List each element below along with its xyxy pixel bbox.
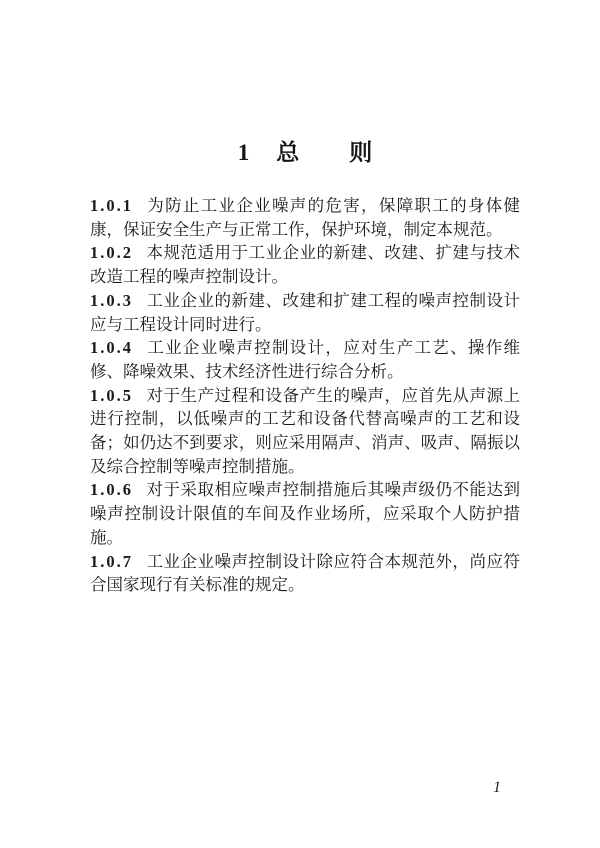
clause-number: 1.0.2 — [90, 243, 133, 263]
clause-1-0-4 — [90, 336, 520, 383]
clause-text: 为防止工业企业噪声的危害，保障职工的身体健康，保证安全生产与正常工作，保护环境，制定本规范。 — [90, 196, 520, 239]
chapter-title — [0, 134, 600, 167]
clause-number: 1.0.7 — [90, 551, 133, 571]
clause-number: 1.0.4 — [90, 338, 133, 358]
page-number: 1 — [493, 779, 501, 796]
clause-number: 1.0.3 — [90, 290, 133, 310]
clause-text: 工业企业的新建、改建和扩建工程的噪声控制设计应与工程设计同时进行。 — [90, 290, 520, 334]
clause-text: 工业企业噪声控制设计，应对生产工艺、操作维修、降噪效果、技术经济性进行综合分析。 — [90, 338, 520, 381]
chapter-title-char-2: 则 — [349, 140, 373, 165]
chapter-number: 1 — [237, 140, 250, 165]
chapter-title-char-1: 总 — [276, 140, 300, 165]
clause-1-0-2 — [90, 241, 520, 288]
clause-number: 1.0.5 — [90, 385, 133, 405]
clause-text: 对于采取相应噪声控制措施后其噪声级仍不能达到噪声控制设计限值的车间及作业场所，应采取个人防护措施。 — [90, 480, 520, 547]
clause-1-0-5 — [90, 384, 520, 479]
clause-number: 1.0.6 — [90, 480, 133, 500]
clause-text: 本规范适用于工业企业的新建、改建、扩建与技术改造工程的噪声控制设计。 — [90, 243, 520, 287]
clause-number: 1.0.1 — [90, 196, 133, 215]
clause-1-0-1 — [90, 194, 520, 241]
clause-1-0-3 — [90, 289, 520, 336]
clause-text: 对于生产过程和设备产生的噪声，应首先从声源上进行控制，以低噪声的工艺和设备代替高噪声的工艺和设备；如仍达不到要求，则应采用隔声、消声、吸声、隔振以及综合控制等噪声控制措施。 — [90, 385, 520, 476]
clause-text: 工业企业噪声控制设计除应符合本规范外，尚应符合国家现行有关标准的规定。 — [90, 551, 520, 595]
clause-1-0-7 — [90, 550, 520, 597]
clause-1-0-6 — [90, 478, 520, 549]
body-text — [90, 194, 520, 597]
